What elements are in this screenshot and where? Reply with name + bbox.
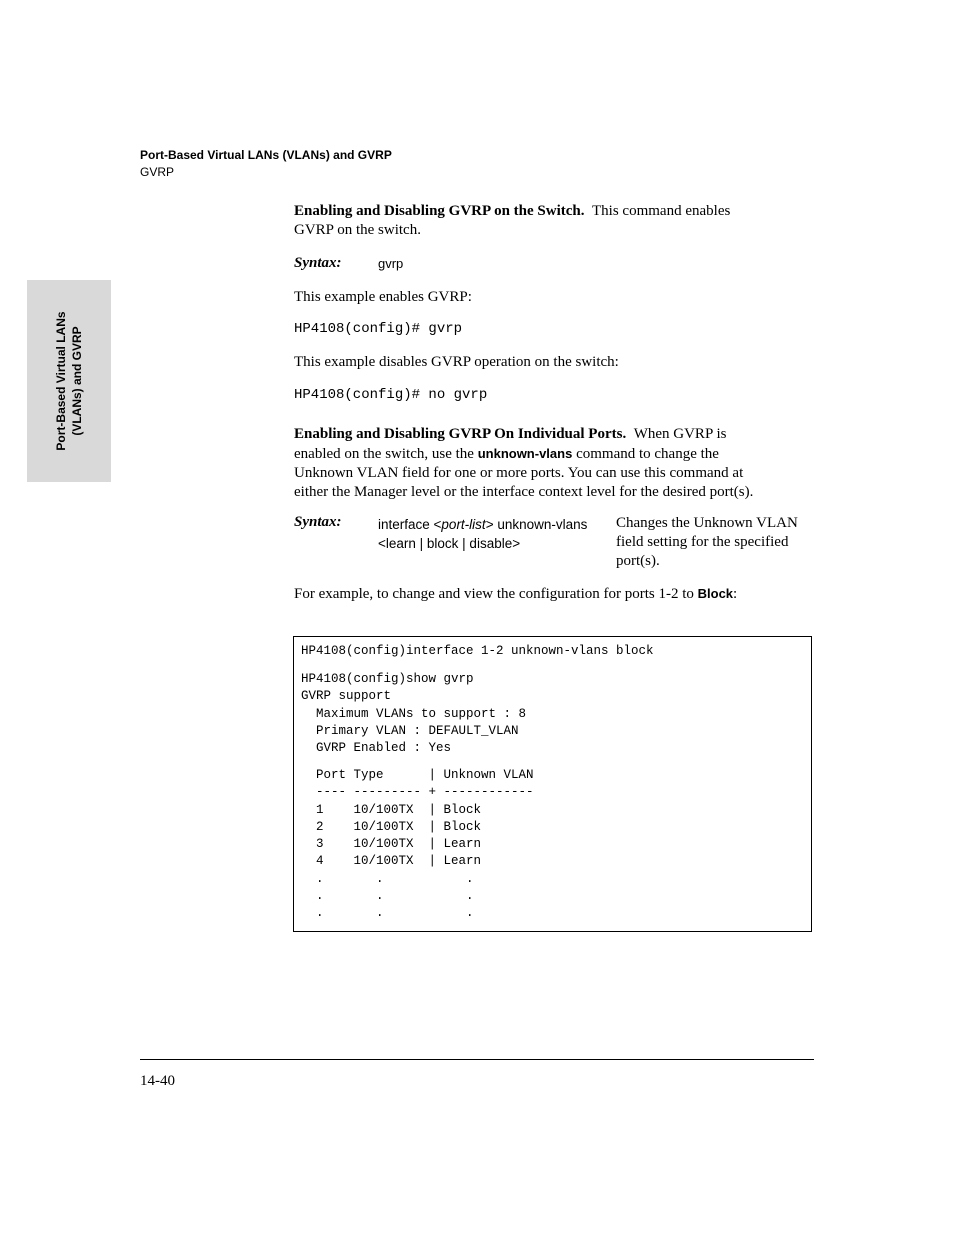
page-number: 14-40: [140, 1073, 175, 1089]
unknown-vlans-keyword: unknown-vlans: [477, 446, 573, 461]
terminal-show-gvrp: HP4108(config)show gvrp GVRP support Maximum VLANs to support : 8 Primary VLAN : DEFAULT_VLAN GVRP Enabled : Yes: [301, 672, 527, 756]
section2-syntax-description: [616, 514, 816, 571]
section2-line4: either the Manager level or the interface context level for the desired port(s).: [294, 484, 754, 500]
syntax-cmd-post: > unknown-vlans: [485, 517, 588, 532]
section2-syntax-label: Syntax:: [294, 514, 342, 530]
example-change-post: :: [733, 586, 738, 602]
terminal-line1: HP4108(config)interface 1-2 unknown-vlans block: [301, 644, 654, 658]
section1-syntax-label: Syntax:: [294, 255, 342, 271]
section2-line1-rest: When GVRP is: [633, 426, 727, 442]
chapter-side-tab: [27, 280, 111, 482]
terminal-output-box: [293, 636, 812, 932]
section1-syntax-command: gvrp: [378, 256, 404, 271]
section2-intro: [294, 425, 814, 502]
example-change-pre: For example, to change and view the configuration for ports 1-2 to: [294, 586, 694, 602]
section1-heading: Enabling and Disabling GVRP on the Switch.: [294, 203, 585, 219]
syntax-cmd-param: port-list: [441, 517, 486, 532]
section1-text-line2: GVRP on the switch.: [294, 222, 421, 238]
example-enable-text: This example enables GVRP:: [294, 289, 472, 305]
footer-rule: [140, 1059, 814, 1060]
side-tab-line2: (VLANs) and GVRP: [70, 326, 84, 436]
example-change-text: [294, 584, 814, 604]
syntax-cmd-pre: interface <: [378, 517, 442, 532]
example-enable-command: HP4108(config)# gvrp: [294, 321, 463, 337]
syntax-desc-line3: port(s).: [616, 553, 660, 569]
side-tab-label: [53, 311, 85, 450]
block-keyword: Block: [697, 586, 734, 601]
example-disable-text: This example disables GVRP operation on the switch:: [294, 354, 619, 370]
section1-text-line1: This command enables: [592, 203, 731, 219]
section1-intro: [294, 202, 814, 240]
section2-line2-pre: enabled on the switch, use the: [294, 446, 474, 462]
section2-syntax-command: [378, 515, 610, 553]
section2-heading: Enabling and Disabling GVRP On Individual Ports.: [294, 426, 627, 442]
terminal-port-table: Port Type | Unknown VLAN ---- --------- + ------------ 1 10/100TX | Block 2 10/100TX | Block 3 10/100TX | Learn 4 10/100TX | Learn . . . . . . . . .: [316, 768, 534, 921]
side-tab-line1: Port-Based Virtual LANs: [54, 311, 68, 451]
section2-line2-post: command to change the: [576, 446, 719, 462]
example-disable-command: HP4108(config)# no gvrp: [294, 387, 488, 403]
syntax-desc-line2: field setting for the specified: [616, 534, 789, 550]
syntax-cmd-options: <learn | block | disable>: [378, 536, 521, 551]
running-header-subtitle: GVRP: [140, 165, 175, 179]
syntax-desc-line1: Changes the Unknown VLAN: [616, 515, 798, 531]
section2-line3: Unknown VLAN field for one or more ports. You can use this command at: [294, 465, 744, 481]
running-header-title: Port-Based Virtual LANs (VLANs) and GVRP: [140, 148, 392, 162]
